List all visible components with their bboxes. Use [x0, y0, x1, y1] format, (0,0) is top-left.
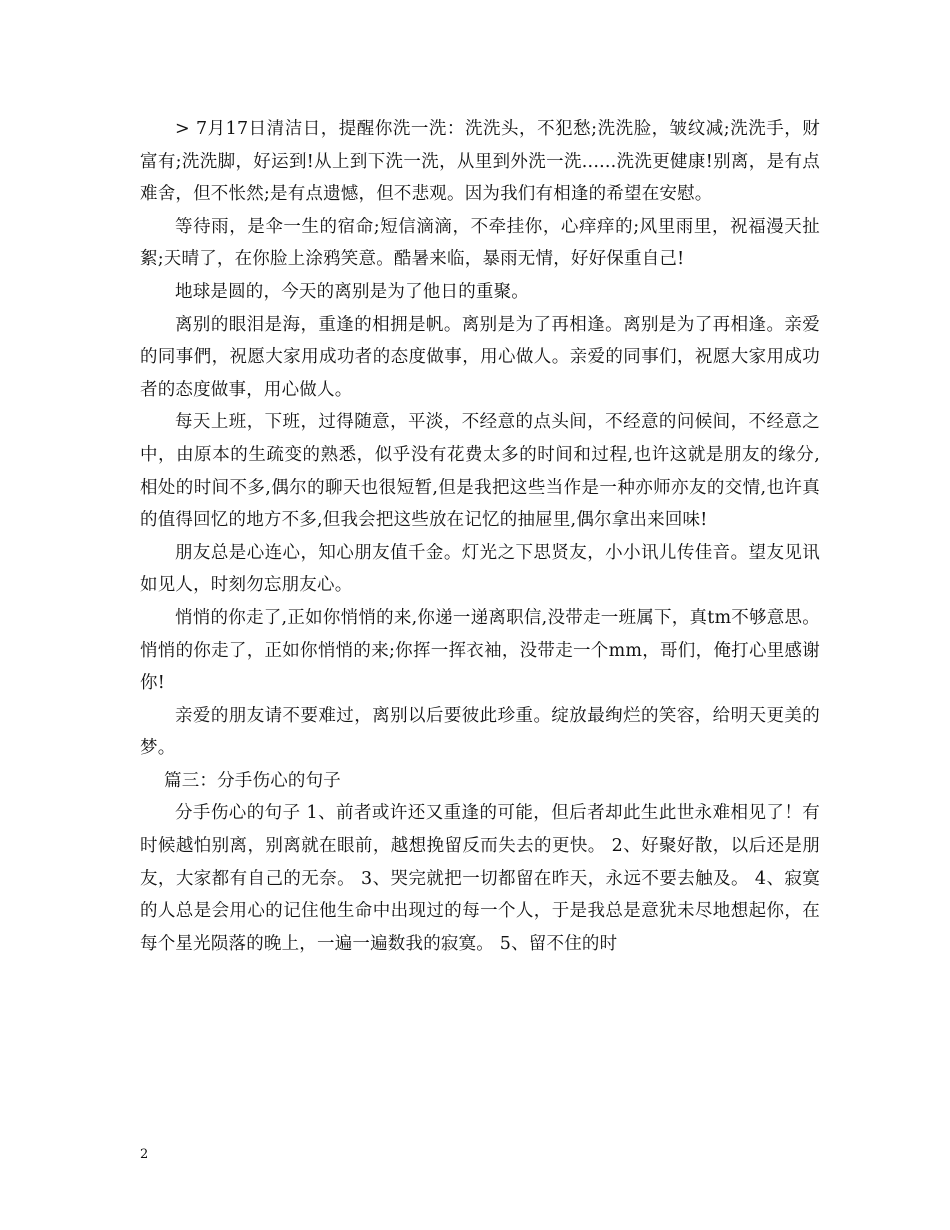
document-body	[140, 113, 820, 960]
paragraph-daily-work: 每天上班，下班，过得随意，平淡，不经意的点头间，不经意的问候间，不经意之中，由原本的生疏变的熟悉，似乎没有花费太多的时间和过程,也许这就是朋友的缘分,相处的时间不多,偶尔的聊天也很短暂,但是我把这些当作是一种亦师亦友的交情,也许真的值得回忆的地方不多,但我会把这些放在记忆的抽屉里,偶尔拿出来回味!	[140, 412, 820, 531]
page-number: 2	[140, 1147, 149, 1162]
section-heading: 篇三：分手伤心的句子	[164, 770, 341, 791]
paragraph-quietly-left: 悄悄的你走了,正如你悄悄的来,你递一递离职信,没带走一班属下，真tm不够意思。悄悄的你走了，正如你悄悄的来;你挥一挥衣袖，没带走一个mm，哥们，俺打心里感谢你!	[140, 607, 820, 694]
paragraph-breakup-quotes: 分手伤心的句子 1、前者或许还又重逢的可能，但后者却此生此世永难相见了！有时候越怕别离，别离就在眼前，越想挽留反而失去的更快。 2、好聚好散，以后还是朋友，大家都有自己的无奈。 3、哭完就把一切都留在昨天，永远不要去触及。 4、寂寞的人总是会用心的记住他生命中出现过的每一个人，于是我总是意犹未尽地想起你，在每个星光陨落的晚上，一遍一遍数我的寂寞。 5、留不住的时	[140, 803, 820, 954]
paragraph-farewell-tears: 离别的眼泪是海，重逢的相拥是帆。离别是为了再相逢。离别是为了再相逢。亲爱的同事們，祝愿大家用成功者的态度做事，用心做人。亲爱的同事们，祝愿大家用成功者的态度做事，用心做人。	[140, 314, 820, 400]
paragraph-waiting-rain: 等待雨，是伞一生的宿命;短信滴滴，不牵挂你，心痒痒的;风里雨里，祝福漫天扯絮;天晴了，在你脸上涂鸦笑意。酷暑来临，暴雨无情，好好保重自己!	[140, 216, 820, 270]
paragraph-friends-heart: 朋友总是心连心，知心朋友值千金。灯光之下思贤友，小小讯儿传佳音。望友见讯如见人，时刻勿忘朋友心。	[140, 542, 820, 596]
paragraph-dear-friend: 亲爱的朋友请不要难过，离别以后要彼此珍重。绽放最绚烂的笑容，给明天更美的梦。	[140, 705, 820, 759]
paragraph-cleaning-day: > 7月17日清洁日，提醒你洗一洗：洗洗头，不犯愁;洗洗脸，皱纹减;洗洗手，财富有;洗洗脚，好运到!从上到下洗一洗，从里到外洗一洗......洗洗更健康!别离，是有点难舍，但不怅然;是有点遗憾，但不悲观。因为我们有相逢的希望在安慰。	[140, 119, 820, 205]
paragraph-earth-round: 地球是圆的，今天的离别是为了他日的重聚。	[175, 281, 529, 302]
